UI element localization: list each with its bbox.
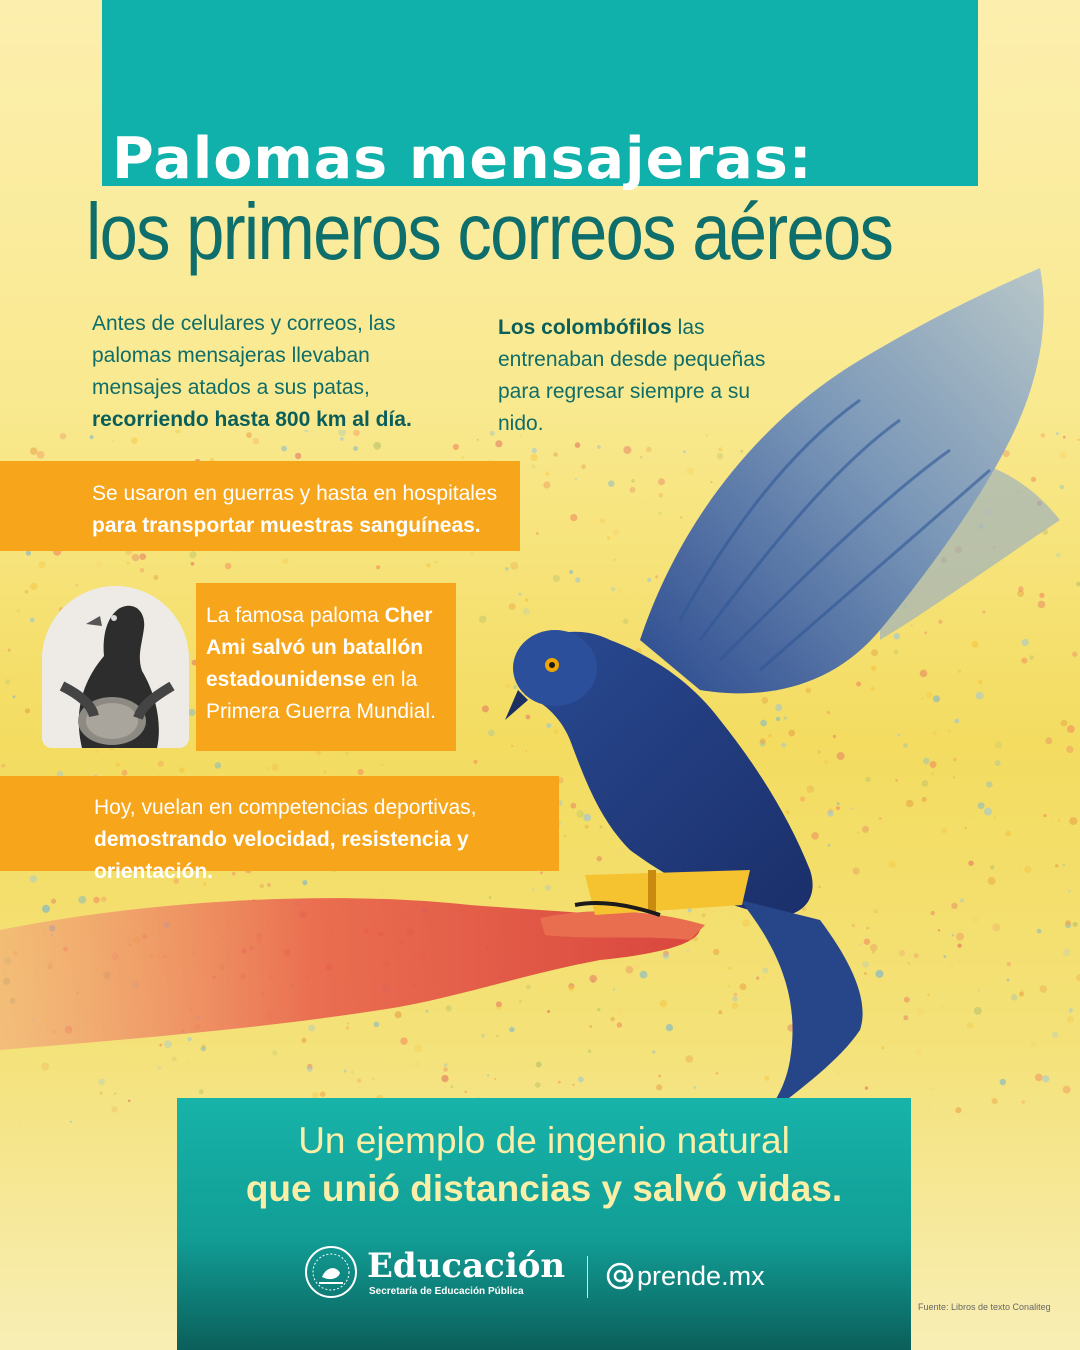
education-logo-subtitle: Secretaría de Educación Pública	[369, 1286, 524, 1297]
intro-right	[498, 312, 798, 440]
cher-ami-photo	[42, 586, 189, 748]
fact-box-cher-ami	[196, 583, 456, 751]
fact-box-today	[0, 776, 559, 883]
title-line-2: los primeros correos aéreos	[86, 187, 893, 276]
intro-left	[92, 308, 422, 436]
fact-box-wars	[0, 461, 520, 551]
fact-cher-t2: en la Primera Guerra Mundial.	[206, 668, 436, 723]
fact-cher-t1: La famosa paloma	[206, 604, 385, 627]
hand-illustration	[0, 898, 705, 1050]
intro-left-text: Antes de celulares y correos, las palomas mensajeras llevaban mensajes atados a sus patas,	[92, 312, 396, 399]
fact-wars-text: Se usaron en guerras y hasta en hospitales	[92, 482, 498, 505]
education-logo-text: Educación	[367, 1246, 566, 1286]
aprende-logo	[605, 1256, 765, 1296]
tagline-line-1: Un ejemplo de ingenio natural	[298, 1120, 790, 1161]
intro-right-text: las entrenaban desde pequeñas para regresar siempre a su nido.	[498, 316, 766, 435]
fact-today-text: Hoy, vuelan en competencias deportivas,	[94, 796, 477, 819]
fact-cher-b2: salvó un batallón estadounidense	[206, 636, 424, 691]
source-credit: Fuente: Libros de texto Conaliteg	[918, 1302, 1051, 1312]
fact-wars-bold: para transportar muestras sanguíneas.	[92, 514, 481, 537]
fact-cher-b1: Cher Ami	[206, 604, 433, 659]
aprende-at-icon	[605, 1261, 635, 1291]
fact-today-bold: demostrando velocidad, resistencia y orientación.	[94, 828, 469, 883]
aprende-logo-text: prende.mx	[637, 1260, 765, 1291]
intro-left-bold: recorriendo hasta 800 km al día.	[92, 408, 412, 431]
tagline-line-2: que unió distancias y salvó vidas.	[245, 1168, 843, 1209]
tagline-band	[177, 1098, 911, 1350]
intro-right-bold: Los colombófilos	[498, 316, 672, 339]
title-line-1: Palomas mensajeras:	[112, 126, 813, 192]
logo-divider	[587, 1256, 588, 1298]
sep-seal-icon	[304, 1245, 358, 1299]
pigeon-photo-icon	[42, 586, 189, 748]
